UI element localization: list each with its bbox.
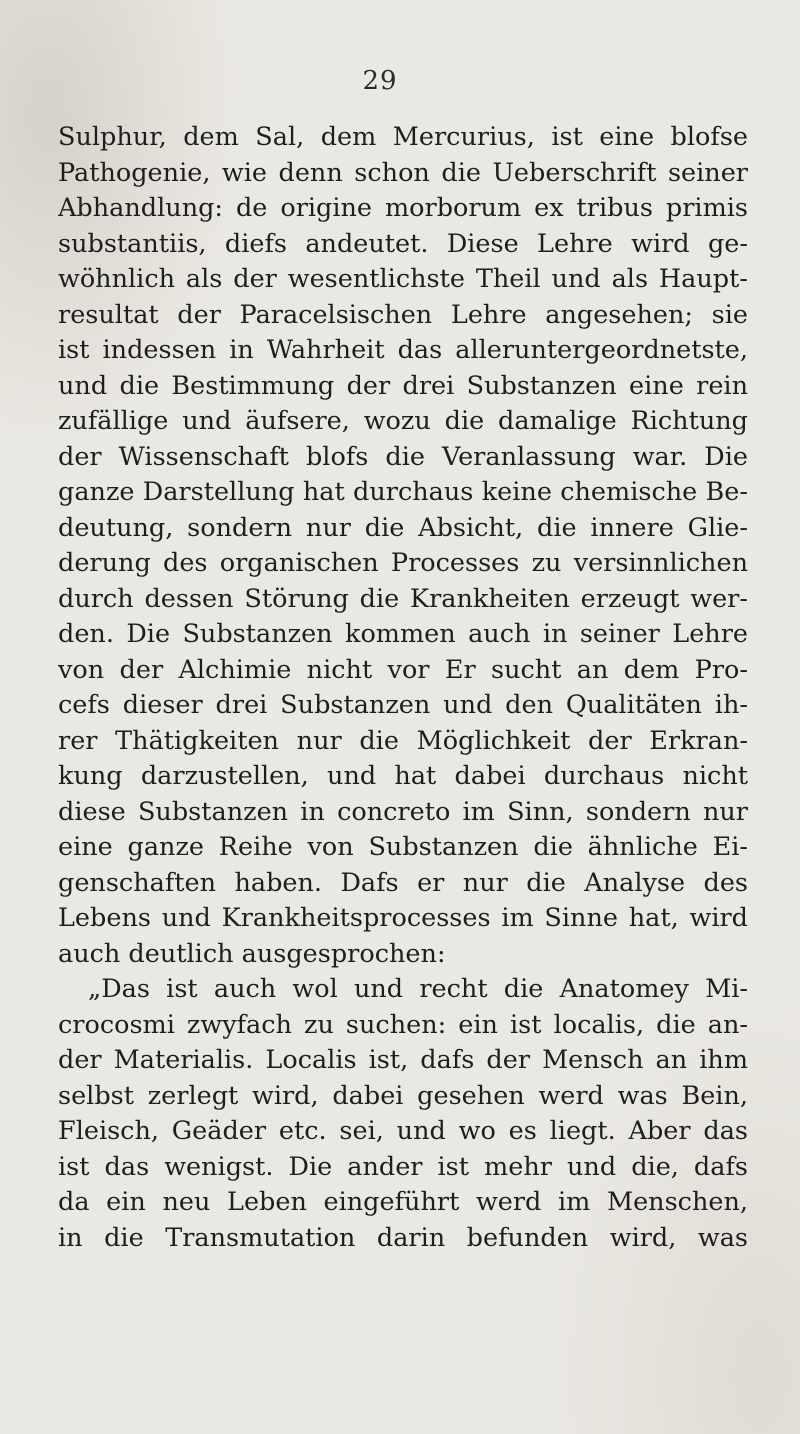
text-line: Lebens und Krankheitsprocesses im Sinne hat, wird bbox=[58, 903, 748, 933]
text-line: genschaften haben. Dafs er nur die Analyse des bbox=[58, 867, 748, 898]
quote-line: ist das wenigst. Die ander ist mehr und die, dafs bbox=[58, 1151, 748, 1182]
text-line: substantiis, diefs andeutet. Diese Lehre wird ge- bbox=[58, 228, 748, 259]
text-line: kung darzustellen, und hat dabei durchaus nicht bbox=[58, 761, 748, 791]
quote-line: „Das ist auch wol und recht die Anatomey Mi- bbox=[88, 974, 748, 1004]
text-line: zufällige und äufsere, wozu die damalige Richtung bbox=[58, 406, 748, 436]
text-line: derung des organischen Processes zu versinnlichen bbox=[58, 548, 748, 578]
text-line: rer Thätigkeiten nur die Möglichkeit der Erkran- bbox=[58, 725, 748, 756]
quote-line: der Materialis. Localis ist, dafs der Mensch an ihm bbox=[58, 1045, 748, 1075]
text-line: und die Bestimmung der drei Substanzen eine rein bbox=[58, 370, 748, 401]
text-line: wöhnlich als der wesentlichste Theil und als Haupt- bbox=[58, 264, 748, 294]
quote-line: selbst zerlegt wird, dabei gesehen werd was Bein, bbox=[58, 1080, 748, 1111]
quote-line: da ein neu Leben eingeführt werd im Menschen, bbox=[58, 1187, 748, 1217]
text-line: eine ganze Reihe von Substanzen die ähnliche Ei- bbox=[58, 832, 748, 862]
quote-line: in die Transmutation darin befunden wird, was bbox=[58, 1222, 748, 1253]
text-line: der Wissenschaft blofs die Veranlassung war. Die bbox=[58, 441, 748, 472]
text-line: Sulphur, dem Sal, dem Mercurius, ist eine blofse bbox=[58, 122, 748, 152]
text-line: diese Substanzen in concreto im Sinn, sondern nur bbox=[58, 796, 748, 827]
text-line: durch dessen Störung die Krankheiten erzeugt wer- bbox=[58, 583, 748, 614]
quote-line: Fleisch, Geäder etc. sei, und wo es liegt. Aber das bbox=[58, 1116, 748, 1146]
text-line: ganze Darstellung hat durchaus keine chemische Be- bbox=[58, 477, 748, 507]
text-line: deutung, sondern nur die Absicht, die innere Glie- bbox=[58, 512, 748, 543]
text-line: Pathogenie, wie denn schon die Ueberschrift seiner bbox=[58, 157, 748, 188]
page-number: 29 bbox=[362, 66, 398, 96]
quote-line: crocosmi zwyfach zu suchen: ein ist localis, die an- bbox=[58, 1009, 748, 1040]
text-line: ist indessen in Wahrheit das alleruntergeordnetste, bbox=[58, 335, 748, 365]
text-line: resultat der Paracelsischen Lehre angesehen; sie bbox=[58, 299, 748, 330]
text-line: den. Die Substanzen kommen auch in seiner Lehre bbox=[58, 619, 748, 649]
text-line: auch deutlich ausgesprochen: bbox=[58, 938, 446, 969]
body-text bbox=[58, 120, 748, 1256]
text-line: cefs dieser drei Substanzen und den Qualitäten ih- bbox=[58, 690, 748, 720]
text-line: von der Alchimie nicht vor Er sucht an dem Pro- bbox=[58, 654, 748, 685]
text-line: Abhandlung: de origine morborum ex tribus primis bbox=[58, 193, 748, 223]
